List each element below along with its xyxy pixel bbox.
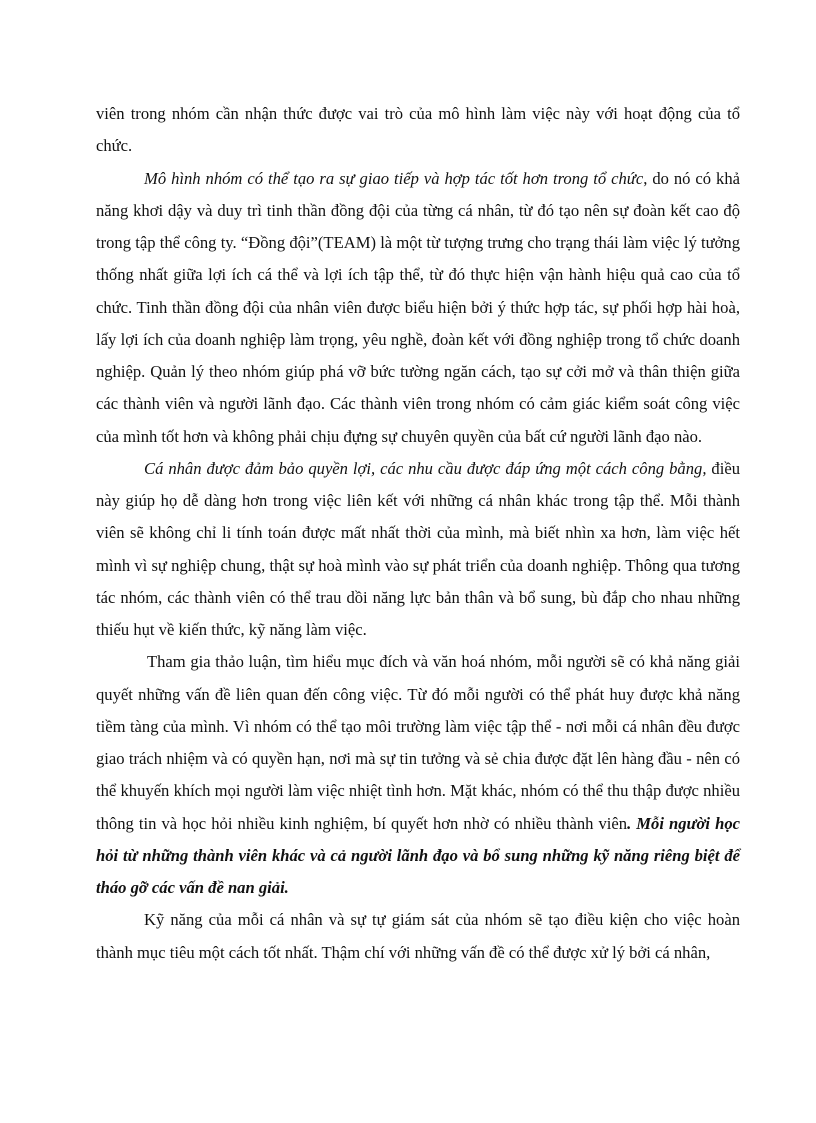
paragraph-text: , do nó có khả năng khơi dậy và duy trì tinh thần đồng đội của từng cá nhân, từ đó tạo nên sự đoàn kết cao độ trong tập thể công ty. “Đồng đội”(TEAM) là một từ tượng trưng cho trạng thái làm việc lý tưởng thống nhất giữa lợi ích cá thể và lợi ích tập thể, từ đó thực hiện vận hành hiệu quả cao của tổ chức. Tinh thần đồng đội của nhân viên được biểu hiện bởi ý thức hợp tác, sự phối hợp hài hoà, lấy lợi ích của doanh nghiệp làm trọng, yêu nghề, đoàn kết với đồng nghiệp trong tổ chức doanh nghiệp. Quản lý theo nhóm giúp phá vỡ bức tường ngăn cách, tạo sự cởi mở và thân thiện giữa các thành viên và người lãnh đạo. Các thành viên trong nhóm có cảm giác kiểm soát công việc của mình tốt hơn và không phải chịu đựng sự chuyên quyền của bất cứ người lãnh đạo nào. xyxy=(96,168,740,446)
paragraph-team-communication xyxy=(96,163,740,453)
document-page xyxy=(96,98,740,969)
paragraph-discussion xyxy=(96,646,740,904)
emphasis-text: Cá nhân được đảm bảo quyền lợi, các nhu cầu được đáp ứng một cách công bằng, xyxy=(144,458,707,478)
emphasis-text: Mô hình nhóm có thể tạo ra sự giao tiếp và hợp tác tốt hơn trong tổ chức xyxy=(144,168,644,188)
emphasis-text: . Mỗi người học hỏi từ những thành viên khác và cả người lãnh đạo và bổ sung những kỹ năng riêng biệt để tháo gỡ các vấn đề nan giải. xyxy=(96,813,740,897)
paragraph-individual-rights xyxy=(96,453,740,647)
paragraph-continuation: viên trong nhóm cần nhận thức được vai trò của mô hình làm việc này với hoạt động của tổ chức. xyxy=(96,104,740,156)
paragraph-skills: Kỹ năng của mỗi cá nhân và sự tự giám sát của nhóm sẽ tạo điều kiện cho việc hoàn thành mục tiêu một cách tốt nhất. Thậm chí với những vấn đề có thể được xử lý bởi cá nhân, xyxy=(96,910,740,962)
paragraph-text: Tham gia thảo luận, tìm hiểu mục đích và văn hoá nhóm, mỗi người sẽ có khả năng giải quyết những vấn đề liên quan đến công việc. Từ đó mỗi người có thể phát huy được khả năng tiềm tàng của mình. Vì nhóm có thể tạo môi trường làm việc tập thể - nơi mỗi cá nhân đều được giao trách nhiệm và có quyền hạn, nơi mà sự tin tưởng và sẻ chia được đặt lên hàng đầu - nên có thể khuyến khích mọi người làm việc nhiệt tình hơn. Mặt khác, nhóm có thể thu thập được nhiều thông tin và học hỏi nhiều kinh nghiệm, bí quyết hơn nhờ có nhiều thành viên xyxy=(96,652,740,833)
paragraph-text: điều này giúp họ dễ dàng hơn trong việc liên kết với những cá nhân khác trong tập thể. Mỗi thành viên sẽ không chỉ li tính toán được mất nhất thời của mình, mà biết nhìn xa hơn, làm việc hết mình vì sự nghiệp chung, thật sự hoà mình vào sự phát triển của doanh nghiệp. Thông qua tương tác nhóm, các thành viên có thể trau dồi năng lực bản thân và bổ sung, bù đắp cho nhau những thiếu hụt về kiến thức, kỹ năng làm việc. xyxy=(96,458,740,639)
